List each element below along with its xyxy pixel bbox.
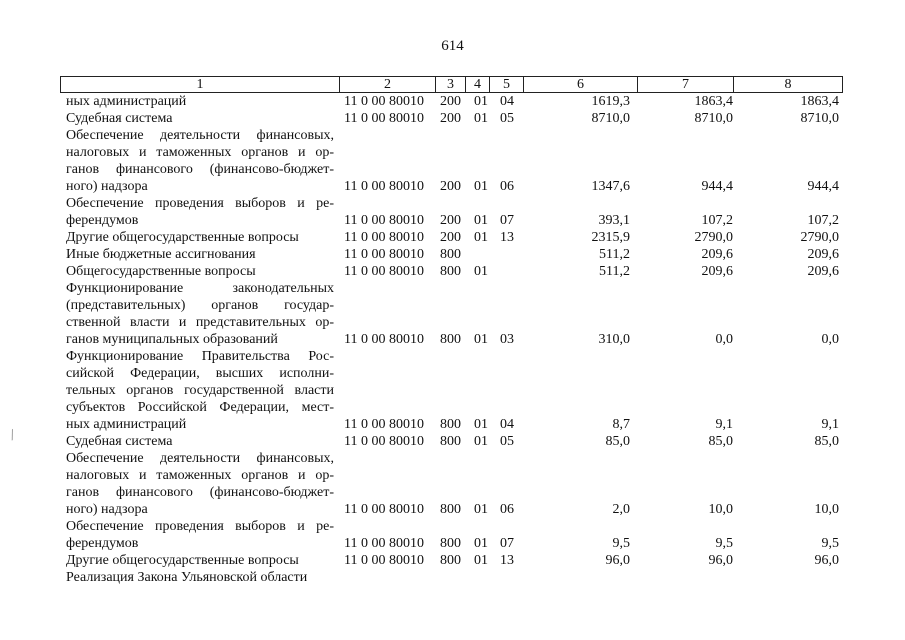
- row-description: [66, 195, 334, 229]
- description-line: ного) надзора: [66, 502, 148, 517]
- cell-vr: 200: [440, 94, 461, 109]
- header-col-7: 7: [638, 77, 734, 92]
- cell-rz: 01: [474, 417, 488, 432]
- cell-value-7: 9,1: [715, 417, 733, 432]
- row-description: [66, 450, 334, 518]
- cell-value-6: 96,0: [605, 553, 630, 568]
- cell-value-6: 1619,3: [591, 94, 630, 109]
- cell-value-6: 9,5: [612, 536, 630, 551]
- table-row: [0, 280, 905, 348]
- cell-value-7: 1863,4: [694, 94, 733, 109]
- description-line: Другие общегосударственные вопросы: [66, 553, 299, 568]
- cell-rz: 01: [474, 536, 488, 551]
- cell-pr: 04: [500, 417, 514, 432]
- cell-rz: 01: [474, 553, 488, 568]
- table-row: [0, 263, 905, 280]
- cell-value-8: 1863,4: [800, 94, 839, 109]
- cell-value-8: 944,4: [807, 179, 839, 194]
- table-row: [0, 569, 905, 586]
- row-description: [66, 93, 334, 110]
- description-line: ного) надзора: [66, 179, 148, 194]
- cell-value-8: 0,0: [821, 332, 839, 347]
- cell-value-8: 9,1: [821, 417, 839, 432]
- cell-csr: 11 0 00 80010: [344, 247, 424, 262]
- cell-value-7: 944,4: [701, 179, 733, 194]
- table-row: [0, 195, 905, 229]
- row-description: [66, 348, 334, 433]
- cell-value-7: 9,5: [715, 536, 733, 551]
- cell-value-8: 107,2: [807, 213, 839, 228]
- row-description: [66, 246, 334, 263]
- description-line: Общегосударственные вопросы: [66, 264, 256, 279]
- cell-rz: 01: [474, 94, 488, 109]
- cell-rz: 01: [474, 434, 488, 449]
- table-row: [0, 433, 905, 450]
- cell-value-6: 8710,0: [591, 111, 630, 126]
- cell-csr: 11 0 00 80010: [344, 230, 424, 245]
- row-description: [66, 263, 334, 280]
- cell-vr: 800: [440, 332, 461, 347]
- cell-rz: 01: [474, 332, 488, 347]
- description-line: субъектов Российской Федерации, мест-: [66, 400, 334, 415]
- cell-csr: 11 0 00 80010: [344, 417, 424, 432]
- cell-value-7: 96,0: [708, 553, 733, 568]
- header-col-8: 8: [784, 77, 792, 92]
- cell-vr: 800: [440, 502, 461, 517]
- description-line: сийской Федерации, высших исполни-: [66, 366, 334, 381]
- cell-value-7: 209,6: [701, 264, 733, 279]
- row-description: [66, 518, 334, 552]
- cell-pr: 07: [500, 536, 514, 551]
- table-row: [0, 518, 905, 552]
- header-col-1: 1: [61, 77, 340, 92]
- cell-vr: 800: [440, 553, 461, 568]
- cell-pr: 03: [500, 332, 514, 347]
- cell-value-6: 2,0: [612, 502, 630, 517]
- cell-rz: 01: [474, 179, 488, 194]
- table-row: [0, 246, 905, 263]
- cell-rz: 01: [474, 213, 488, 228]
- cell-value-6: 310,0: [598, 332, 630, 347]
- cell-csr: 11 0 00 80010: [344, 264, 424, 279]
- cell-csr: 11 0 00 80010: [344, 111, 424, 126]
- cell-value-7: 2790,0: [694, 230, 733, 245]
- cell-value-7: 8710,0: [694, 111, 733, 126]
- row-description: [66, 433, 334, 450]
- row-description: [66, 229, 334, 246]
- cell-value-6: 511,2: [599, 264, 630, 279]
- cell-value-8: 8710,0: [800, 111, 839, 126]
- cell-value-6: 2315,9: [591, 230, 630, 245]
- description-line: налоговых и таможенных органов и ор-: [66, 468, 334, 483]
- cell-value-8: 96,0: [814, 553, 839, 568]
- description-line: ганов муниципальных образований: [66, 332, 278, 347]
- cell-vr: 800: [440, 417, 461, 432]
- cell-vr: 200: [440, 213, 461, 228]
- cell-vr: 800: [440, 434, 461, 449]
- cell-vr: 800: [440, 264, 461, 279]
- cell-value-6: 393,1: [598, 213, 630, 228]
- cell-value-8: 10,0: [814, 502, 839, 517]
- description-line: Функционирование Правительства Рос-: [66, 349, 334, 364]
- table-header: [60, 76, 843, 93]
- description-line: ганов финансового (финансово-бюджет-: [66, 162, 334, 177]
- description-line: Функционирование законодательных: [66, 281, 334, 296]
- description-line: Обеспечение проведения выборов и ре-: [66, 519, 334, 534]
- header-col-2: 2: [340, 77, 436, 92]
- cell-csr: 11 0 00 80010: [344, 536, 424, 551]
- table-row: [0, 93, 905, 110]
- cell-vr: 200: [440, 230, 461, 245]
- table-body: [0, 93, 905, 586]
- cell-value-6: 511,2: [599, 247, 630, 262]
- header-col-5: 5: [490, 77, 524, 92]
- cell-value-8: 209,6: [807, 247, 839, 262]
- cell-pr: 06: [500, 179, 514, 194]
- description-line: Реализация Закона Ульяновской области: [66, 570, 308, 585]
- cell-pr: 07: [500, 213, 514, 228]
- cell-vr: 200: [440, 179, 461, 194]
- cell-pr: 13: [500, 553, 514, 568]
- cell-value-7: 107,2: [701, 213, 733, 228]
- row-description: [66, 110, 334, 127]
- cell-csr: 11 0 00 80010: [344, 94, 424, 109]
- cell-csr: 11 0 00 80010: [344, 434, 424, 449]
- cell-value-7: 85,0: [708, 434, 733, 449]
- cell-value-6: 1347,6: [591, 179, 630, 194]
- description-line: Обеспечение деятельности финансовых,: [66, 128, 334, 143]
- description-line: ных администраций: [66, 417, 187, 432]
- header-col-4: 4: [466, 77, 490, 92]
- cell-csr: 11 0 00 80010: [344, 332, 424, 347]
- cell-value-6: 85,0: [605, 434, 630, 449]
- table-row: [0, 229, 905, 246]
- page-number: 614: [441, 38, 464, 54]
- cell-value-8: 209,6: [807, 264, 839, 279]
- cell-rz: 01: [474, 502, 488, 517]
- row-description: [66, 127, 334, 195]
- scan-mark: ⁄: [7, 428, 19, 443]
- cell-value-8: 9,5: [821, 536, 839, 551]
- table-row: [0, 552, 905, 569]
- cell-value-7: 0,0: [715, 332, 733, 347]
- cell-value-6: 8,7: [612, 417, 630, 432]
- cell-csr: 11 0 00 80010: [344, 213, 424, 228]
- cell-vr: 800: [440, 536, 461, 551]
- description-line: ганов финансового (финансово-бюджет-: [66, 485, 334, 500]
- cell-value-7: 209,6: [701, 247, 733, 262]
- cell-pr: 05: [500, 111, 514, 126]
- cell-vr: 800: [440, 247, 461, 262]
- cell-rz: 01: [474, 264, 488, 279]
- cell-value-8: 2790,0: [800, 230, 839, 245]
- table-row: [0, 110, 905, 127]
- description-line: Иные бюджетные ассигнования: [66, 247, 256, 262]
- cell-vr: 200: [440, 111, 461, 126]
- row-description: [66, 280, 334, 348]
- header-col-3: 3: [436, 77, 466, 92]
- description-line: ных администраций: [66, 94, 187, 109]
- description-line: Обеспечение проведения выборов и ре-: [66, 196, 334, 211]
- description-line: Судебная система: [66, 434, 173, 449]
- row-description: [66, 569, 334, 586]
- description-line: Другие общегосударственные вопросы: [66, 230, 299, 245]
- table-row: [0, 348, 905, 433]
- table-row: [0, 127, 905, 195]
- description-line: (представительных) органов государ-: [66, 298, 334, 313]
- header-col-6: 6: [524, 77, 638, 92]
- cell-value-7: 10,0: [708, 502, 733, 517]
- row-description: [66, 552, 334, 569]
- description-line: тельных органов государственной власти: [66, 383, 334, 398]
- description-line: ферендумов: [66, 536, 139, 551]
- description-line: налоговых и таможенных органов и ор-: [66, 145, 334, 160]
- cell-rz: 01: [474, 230, 488, 245]
- description-line: Судебная система: [66, 111, 173, 126]
- cell-csr: 11 0 00 80010: [344, 179, 424, 194]
- cell-pr: 13: [500, 230, 514, 245]
- cell-pr: 05: [500, 434, 514, 449]
- cell-pr: 04: [500, 94, 514, 109]
- cell-rz: 01: [474, 111, 488, 126]
- cell-pr: 06: [500, 502, 514, 517]
- description-line: ферендумов: [66, 213, 139, 228]
- description-line: Обеспечение деятельности финансовых,: [66, 451, 334, 466]
- table-row: [0, 450, 905, 518]
- cell-value-8: 85,0: [814, 434, 839, 449]
- cell-csr: 11 0 00 80010: [344, 502, 424, 517]
- cell-csr: 11 0 00 80010: [344, 553, 424, 568]
- description-line: ственной власти и представительных ор-: [66, 315, 334, 330]
